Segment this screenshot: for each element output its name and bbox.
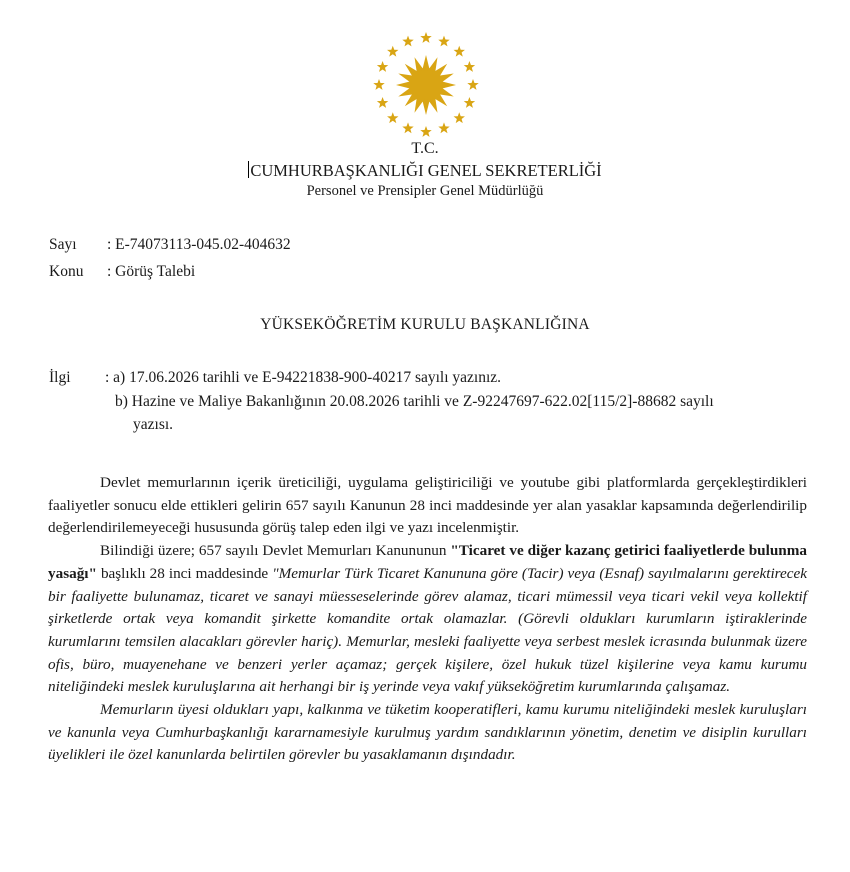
sayi-label: Sayı bbox=[49, 236, 77, 253]
emblem-star-icon bbox=[387, 112, 398, 123]
emblem-star-icon bbox=[420, 126, 431, 137]
konu-value: : Görüş Talebi bbox=[107, 263, 196, 280]
sayi-value: : E-74073113-045.02-404632 bbox=[107, 236, 291, 253]
emblem-star-icon bbox=[373, 79, 384, 90]
letterhead bbox=[0, 140, 850, 200]
emblem-star-icon bbox=[377, 61, 388, 72]
emblem-star-icon bbox=[402, 36, 413, 47]
sun-disc-icon bbox=[411, 70, 441, 100]
sayi-row bbox=[49, 236, 291, 254]
ilgi-label: İlgi bbox=[49, 369, 71, 386]
emblem-star-icon bbox=[467, 79, 478, 90]
emblem-star-icon bbox=[402, 122, 413, 133]
emblem-star-icon bbox=[454, 112, 465, 123]
emblem-star-icon bbox=[420, 32, 431, 43]
unit-title: Personel ve Prensipler Genel Müdürlüğü bbox=[306, 183, 544, 199]
emblem-star-icon bbox=[464, 61, 475, 72]
article-title: "Ticaret ve diğer kazanç getirici faaliyetlerde bulunma yasağı" bbox=[48, 542, 807, 582]
konu-row bbox=[49, 263, 195, 281]
ilgi-row-b bbox=[115, 393, 815, 411]
article-quote: "Memurlar Türk Ticaret Kanununa göre (Tacir) veya (Esnaf) sayılmalarını gerektirecek bir faaliyette bulunamaz, ticaret ve sanayi müesseselerinde görev alamaz, ticari mümessil veya ticari vekil veya kollektif şirketlerde ortak veya komandit şirkette komandite ortak olamazlar. (Görevli oldukları kurumların iştiraklerinde kurumlarını temsilen alacakları görevler hariç). Memurlar, mesleki faaliyette veya serbest meslek icrasında bulunmak üzere ofis, büro, muayenehane ve benzeri yerler açamaz; gerçek kişilere, özel hukuk tüzel kişilerine veya kamu kurumu niteliğindeki meslek kuruluşlarına ait herhangi bir iş yerinde veya vakıf yükseköğretim kurumlarında çalışamaz. bbox=[48, 564, 807, 696]
ilgi-row-a bbox=[49, 369, 501, 387]
emblem-star-icon bbox=[438, 36, 449, 47]
paragraph-2: Bilindiği üzere; 657 sayılı Devlet Memurları Kanununun "Ticaret ve diğer kazanç getirici faaliyetlerde bulunma yasağı" başlıklı 28 inci maddesinde "Memurlar Türk Ticaret Kanununa göre (Tacir) veya (Esnaf) sayılmalarını gerektirecek bir faaliyette bulunamaz, ticaret ve sanayi müesseselerinde görev alamaz, ticari mümessil veya ticari vekil veya kollektif şirketlerde ortak veya komandit şirkette komandite ortak olamazlar. (Görevli oldukları kurumların iştiraklerinde kurumlarını temsilen alacakları görevler hariç). Memurlar, mesleki faaliyette veya serbest meslek icrasında bulunmak üzere ofis, büro, muayenehane ve benzeri yerler açamaz; gerçek kişilere, özel hukuk tüzel kişilerine veya kamu kurumu niteliğindeki meslek kuruluşlarına ait herhangi bir iş yerinde veya vakıf yükseköğretim kurumlarında çalışamaz. bbox=[48, 542, 807, 696]
emblem-star-icon bbox=[454, 46, 465, 57]
presidential-seal-icon bbox=[371, 30, 481, 140]
emblem-star-icon bbox=[387, 46, 398, 57]
konu-label: Konu bbox=[49, 263, 84, 280]
tc-title: T.C. bbox=[411, 140, 439, 157]
ilgi-b-line2: yazısı. bbox=[133, 416, 174, 433]
paragraph-1: Devlet memurlarının içerik üreticiliği, uygulama geliştiriciliği ve youtube gibi platformlarda gerçekleştirdikleri faaliyetler sonucu elde ettikleri gelirin 657 sayılı Kanunun 28 inci maddesinde yer alan yasaklar kapsamında değerlendirilip değerlendirilemeyeceği hususunda görüş talep eden ilgi ve yazı incelenmiştir. bbox=[48, 474, 807, 537]
ilgi-a: : a) 17.06.2026 tarihli ve E-94221838-900-40217 sayılı yazınız. bbox=[105, 369, 502, 386]
emblem-star-icon bbox=[438, 122, 449, 133]
emblem-star-icon bbox=[377, 97, 388, 108]
addressee: YÜKSEKÖĞRETİM KURULU BAŞKANLIĞINA bbox=[260, 316, 590, 333]
ilgi-b-line1: Hazine ve Maliye Bakanlığının 20.08.2026 tarihli ve Z-92247697-622.02[115/2]-88682 sayılı bbox=[131, 393, 714, 410]
organization-title: CUMHURBAŞKANLIĞI GENEL SEKRETERLİĞİ bbox=[250, 161, 602, 180]
emblem-star-icon bbox=[464, 97, 475, 108]
letter-body bbox=[48, 472, 807, 767]
ilgi-b-marker: b) bbox=[115, 393, 128, 410]
paragraph-3: Memurların üyesi oldukları yapı, kalkınma ve tüketim kooperatifleri, kamu kurumu niteliğindeki meslek kuruluşları ve kanunla veya Cumhurbaşkanlığı kararnamesiyle kurulmuş yardım sandıklarının yönetim, denetim ve disiplin kurulları üyelikleri ile özel kanunlarda belirtilen görevler bu yasaklamanın dışındadır. bbox=[48, 701, 807, 764]
